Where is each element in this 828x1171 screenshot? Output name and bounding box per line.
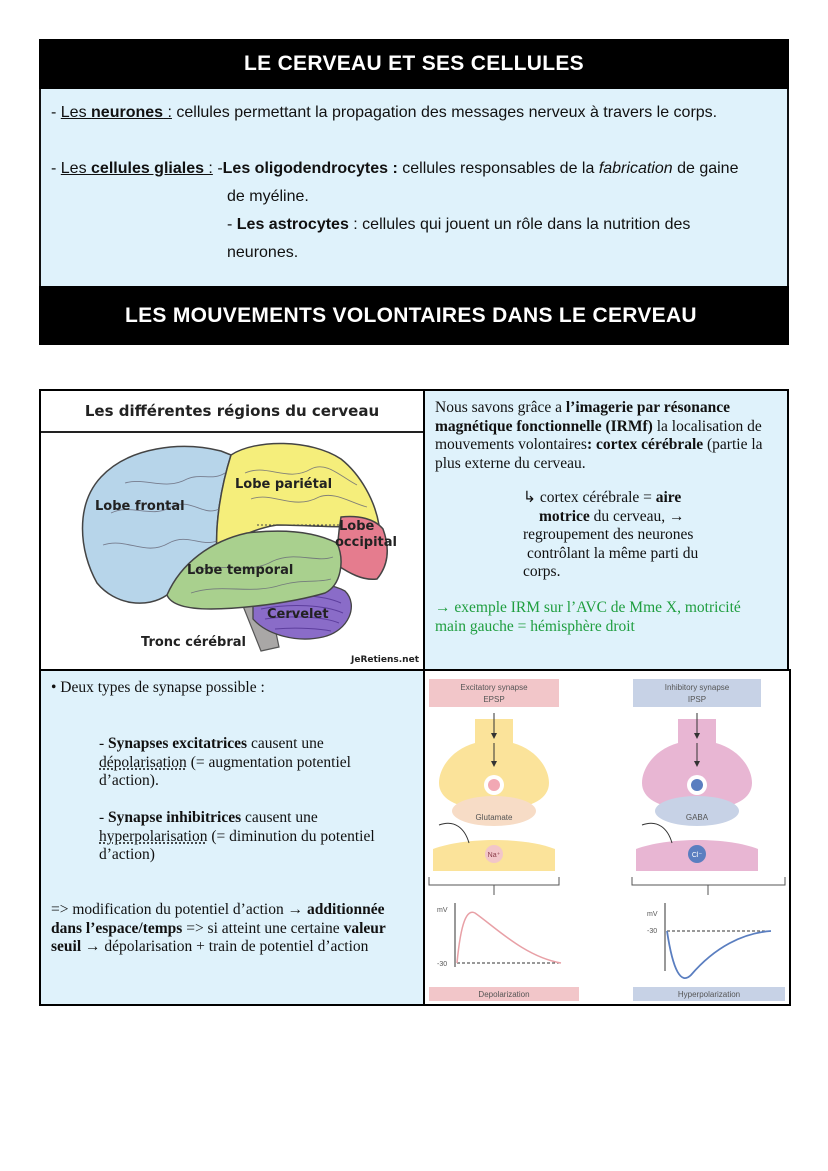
- inh-curve-arrow: [642, 823, 672, 843]
- inh-bracket: [632, 877, 785, 885]
- cortex-c2: du cerveau, →: [589, 507, 685, 525]
- synapse-exc: [99, 735, 399, 791]
- section-title-mouvements-text: LES MOUVEMENTS VOLONTAIRES DANS LE CERVEAU: [125, 303, 697, 327]
- synapse-text-box: [39, 669, 425, 1006]
- label-cervelet: Cervelet: [267, 607, 329, 622]
- exc-bracket: [429, 877, 559, 885]
- label-parietal: Lobe pariétal: [235, 477, 333, 492]
- exc-text2: (= augmentation potentiel: [186, 753, 351, 771]
- label-occipital-lobe: Lobe: [339, 519, 375, 534]
- gliales-les: Les: [60, 160, 92, 177]
- gliales-term-bold: cellules gliales: [91, 160, 204, 177]
- astro-line: [227, 211, 690, 239]
- na-label: Na⁺: [487, 852, 501, 859]
- irm-p1: Nous savons grâce a: [435, 399, 566, 416]
- label-occipital: [335, 519, 397, 551]
- summary-s3: → dépolarisation + train de potentiel d’action: [81, 938, 369, 955]
- exc-text3: d’action).: [99, 772, 159, 789]
- astro-cont: neurones.: [227, 244, 299, 261]
- summary-s2-bold: valeur seuil: [51, 919, 386, 955]
- cortex-line2: [523, 508, 753, 527]
- summary-s2: => si atteint une certaine: [182, 919, 344, 937]
- gliales-sep: -: [212, 160, 223, 177]
- brain-illustration: [41, 433, 423, 669]
- synapse-inh: [99, 809, 409, 865]
- synapse-diagram-svg: [425, 671, 789, 1004]
- neurones-term-bold: neurones: [91, 104, 164, 121]
- cortex-line3: regroupement des neurones: [523, 526, 694, 543]
- gliales-line: [51, 155, 738, 183]
- astro-term: Les astrocytes: [236, 216, 349, 233]
- neurones-colon: :: [163, 104, 172, 121]
- exc-dash: -: [99, 735, 109, 752]
- cortex-line1: [523, 489, 753, 508]
- summary-s1-bold: additionnée dans l’espace/temps: [51, 901, 385, 937]
- exc-title: Excitatory synapse: [460, 683, 528, 692]
- cortex-arrow: ↳: [523, 489, 536, 506]
- irm-p2-bold: : cortex cérébrale: [586, 436, 704, 453]
- depol-mv: mV: [437, 907, 448, 914]
- neurones-text: cellules permettant la propagation des messages nerveux à travers le corps.: [171, 104, 718, 121]
- inh-text3: d’action): [99, 846, 155, 863]
- astro-text: : cellules qui jouent un rôle dans la nutrition des: [348, 216, 691, 233]
- gliales-dash: -: [51, 160, 61, 177]
- inh-sub: IPSP: [687, 695, 707, 704]
- brain-figure: [39, 389, 425, 671]
- synapse-summary: [51, 901, 415, 957]
- gaba-label: GABA: [685, 813, 709, 822]
- cortex-note: [523, 489, 753, 582]
- cortex-c1-bold: aire: [655, 489, 682, 506]
- inh-bold: Synapse inhibitrices: [108, 809, 242, 826]
- exc-sub: EPSP: [483, 695, 505, 704]
- hyper-m30: -30: [647, 928, 658, 935]
- label-tronc: Tronc cérébral: [141, 635, 246, 650]
- irm-paragraph: [435, 399, 777, 473]
- depol-label: Depolarization: [478, 990, 530, 999]
- depol-curve: [457, 912, 561, 963]
- neurones-les: Les: [60, 104, 92, 121]
- cortex-line4: contrôlant la même parti du: [527, 544, 699, 562]
- inh-underlined: hyperpolarisation: [99, 827, 208, 845]
- gliales-colon: :: [203, 160, 213, 177]
- exc-curve-arrow: [439, 823, 469, 843]
- oligo-text2: de gaine: [672, 160, 739, 177]
- astro-prefix: -: [227, 216, 237, 233]
- synapse-diagram: [423, 669, 791, 1006]
- oligo-text1: cellules responsables de la: [397, 160, 599, 177]
- irm-p1-bold: l’imagerie par résonance magnétique fonctionnelle (IRMf): [435, 399, 731, 435]
- cells-definition-box: [39, 89, 789, 286]
- neurones-term: [61, 104, 172, 121]
- glutamate-label: Glutamate: [475, 813, 513, 822]
- exc-vesicle: [488, 779, 500, 791]
- inh-vesicle: [691, 779, 703, 791]
- inh-text2: (= diminution du potentiel: [207, 827, 375, 845]
- exc-text: causent une: [247, 735, 324, 752]
- hyper-label: Hyperpolarization: [677, 990, 741, 999]
- hyper-curve: [667, 931, 771, 978]
- section-title-cerveau: [39, 39, 789, 89]
- section-title-cerveau-text: LE CERVEAU ET SES CELLULES: [244, 52, 584, 75]
- irm-p2: la localisation de mouvements volontaires: [435, 417, 762, 453]
- cortex-c1: cortex cérébrale =: [536, 489, 656, 506]
- neurones-dash: -: [51, 104, 61, 121]
- inh-text: causent une: [241, 809, 318, 826]
- cortex-c2-bold: motrice: [539, 507, 590, 525]
- irm-example: → exemple IRM sur l’AVC de Mme X, motricité main gauche = hémisphère droit: [435, 599, 741, 635]
- hyper-mv: mV: [647, 911, 658, 918]
- section-title-mouvements: [39, 286, 789, 345]
- oligo-italic: fabrication: [598, 160, 673, 177]
- gliales-term: [61, 160, 213, 177]
- label-frontal: Lobe frontal: [95, 499, 185, 514]
- brain-credit: JeRetiens.net: [351, 655, 419, 665]
- inh-dash: -: [99, 809, 109, 826]
- oligo-term: Les oligodendrocytes :: [222, 160, 398, 177]
- irm-p3: (partie la plus externe du cerveau.: [435, 436, 763, 472]
- summary-s1: => modification du potentiel d’action →: [51, 901, 307, 918]
- irm-text-box: [423, 389, 789, 671]
- label-occipital-word: occipital: [335, 535, 398, 550]
- inh-title: Inhibitory synapse: [664, 683, 730, 692]
- exc-underlined: dépolarisation: [99, 753, 187, 771]
- cortex-line5: corps.: [523, 563, 561, 580]
- neurones-line: [51, 99, 717, 127]
- depol-m30: -30: [437, 961, 448, 968]
- synapse-intro: • Deux types de synapse possible :: [51, 679, 265, 696]
- brain-title: Les différentes régions du cerveau: [41, 391, 423, 433]
- label-temporal: Lobe temporal: [187, 563, 294, 578]
- exc-bold: Synapses excitatrices: [108, 735, 248, 752]
- oligo-cont: de myéline.: [227, 188, 309, 205]
- cl-label: Cl⁻: [691, 852, 703, 859]
